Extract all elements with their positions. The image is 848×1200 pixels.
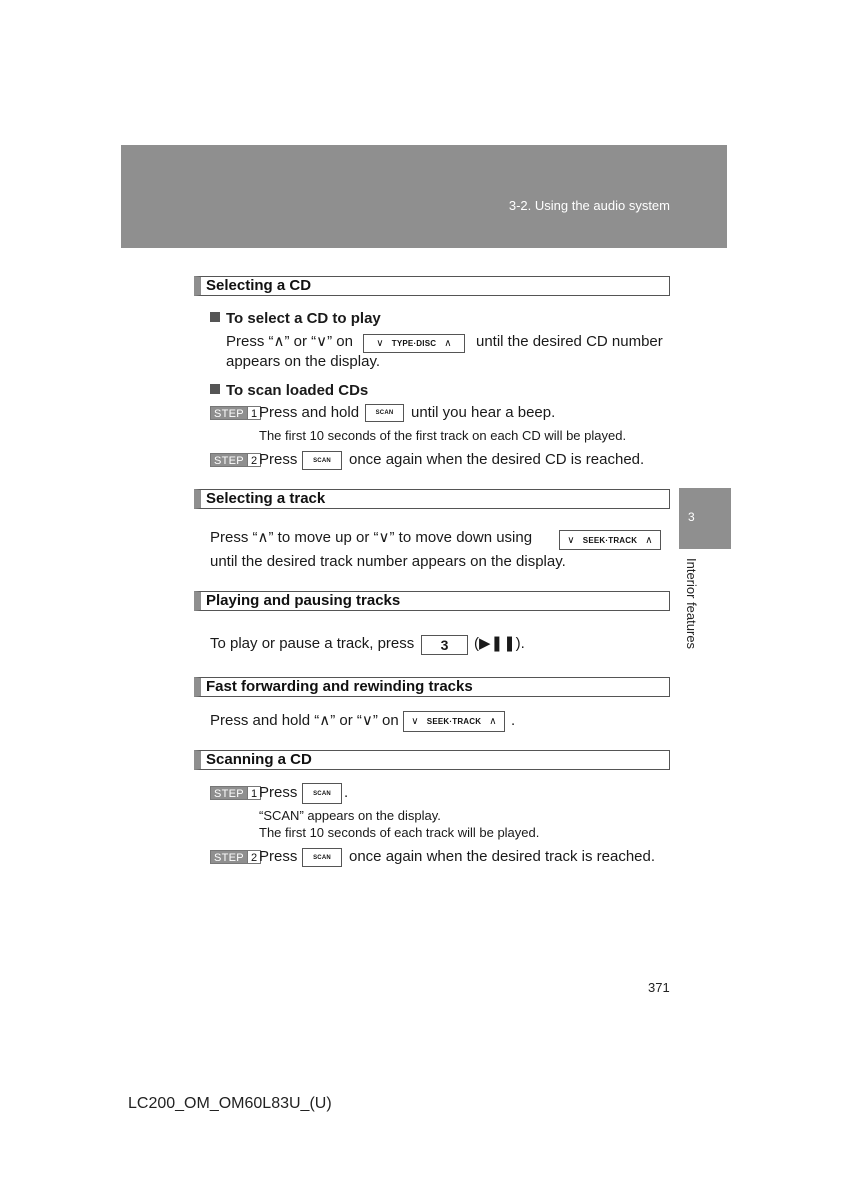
scan-cd-step1-text-before: Press xyxy=(259,784,298,801)
chapter-title: Interior features xyxy=(684,558,699,650)
scan-button: SCAN xyxy=(302,451,342,470)
scan-step1-text-after: until you hear a beep. xyxy=(411,404,556,421)
step-number: 1 xyxy=(248,406,261,420)
ff-text-after: . xyxy=(511,712,516,729)
scan-step2-text-after: once again when the desired CD is reached. xyxy=(349,451,645,468)
scan-button: SCAN xyxy=(302,783,342,804)
section-title: Playing and pausing tracks xyxy=(206,592,401,609)
step-number: 1 xyxy=(248,786,261,800)
step-badge-1 xyxy=(210,406,261,420)
step-badge-2 xyxy=(210,850,261,864)
button-label: SEEK·TRACK xyxy=(582,535,638,545)
section-title: Selecting a track xyxy=(206,490,326,507)
step-number: 2 xyxy=(248,453,261,467)
seek-track-button xyxy=(403,711,505,732)
subheading-text: To scan loaded CDs xyxy=(226,382,369,399)
scan-cd-step1-note1: “SCAN” appears on the display. xyxy=(259,808,441,823)
scan-button: SCAN xyxy=(302,848,342,867)
chevron-down-icon: ∨ xyxy=(376,338,384,349)
square-bullet-icon xyxy=(210,384,220,394)
scan-cd-step2-text-after: once again when the desired track is reached. xyxy=(349,848,656,865)
scan-button: SCAN xyxy=(365,404,404,422)
chapter-number: 3 xyxy=(688,510,695,524)
section-header-selecting-track xyxy=(194,489,670,509)
scan-step2-text-before: Press xyxy=(259,451,298,468)
chevron-up-icon: ∧ xyxy=(489,716,497,727)
track-text-line2: until the desired track number appears on the display. xyxy=(210,553,566,570)
play-text-before: To play or pause a track, press xyxy=(210,635,415,652)
preset-3-button: 3 xyxy=(421,635,468,655)
chevron-down-icon: ∨ xyxy=(567,534,575,546)
chevron-up-icon: ∧ xyxy=(645,534,653,546)
section-title: Selecting a CD xyxy=(206,277,312,294)
scan-cd-step1-text-after: . xyxy=(344,784,349,801)
section-header-scanning-cd xyxy=(194,750,670,770)
type-disc-button xyxy=(363,334,465,353)
section-header-fast-forward xyxy=(194,677,670,697)
step-label: STEP xyxy=(210,786,248,800)
square-bullet-icon xyxy=(210,312,220,322)
chevron-down-icon: ∨ xyxy=(411,716,419,727)
seek-track-button xyxy=(559,530,661,550)
section-header-selecting-cd xyxy=(194,276,670,296)
step-badge-1 xyxy=(210,786,261,800)
select-cd-text-after: until the desired CD number xyxy=(476,333,663,350)
ff-text-before: Press and hold “∧” or “∨” on xyxy=(210,712,399,729)
subheading-text: To select a CD to play xyxy=(226,310,381,327)
step-label: STEP xyxy=(210,850,248,864)
track-text-before: Press “∧” to move up or “∨” to move down using xyxy=(210,529,533,546)
document-code: LC200_OM_OM60L83U_(U) xyxy=(128,1095,332,1112)
step-number: 2 xyxy=(248,850,261,864)
step-label: STEP xyxy=(210,453,248,467)
step-label: STEP xyxy=(210,406,248,420)
scan-cd-step1-note2: The first 10 seconds of each track will be played. xyxy=(259,825,540,840)
section-title: Fast forwarding and rewinding tracks xyxy=(206,678,473,695)
subheading-select-cd xyxy=(210,309,381,329)
scan-step1-note: The first 10 seconds of the first track on each CD will be played. xyxy=(259,428,627,443)
subheading-scan-cds xyxy=(210,381,368,401)
play-pause-icon: (▶❚❚). xyxy=(474,635,525,652)
section-title: Scanning a CD xyxy=(206,751,312,768)
button-label: TYPE·DISC xyxy=(391,339,437,348)
scan-step1-text-before: Press and hold xyxy=(259,404,360,421)
select-cd-text-before: Press “∧” or “∨” on xyxy=(226,333,353,350)
chapter-tab xyxy=(679,488,731,549)
page-number: 371 xyxy=(648,980,670,995)
step-badge-2 xyxy=(210,453,261,467)
header-band xyxy=(121,145,727,248)
breadcrumb: 3-2. Using the audio system xyxy=(508,198,670,213)
chevron-up-icon: ∧ xyxy=(444,338,452,349)
select-cd-text-line2: appears on the display. xyxy=(226,353,380,370)
section-header-playing-pausing xyxy=(194,591,670,611)
scan-cd-step2-text-before: Press xyxy=(259,848,298,865)
button-label: SEEK·TRACK xyxy=(426,717,482,726)
